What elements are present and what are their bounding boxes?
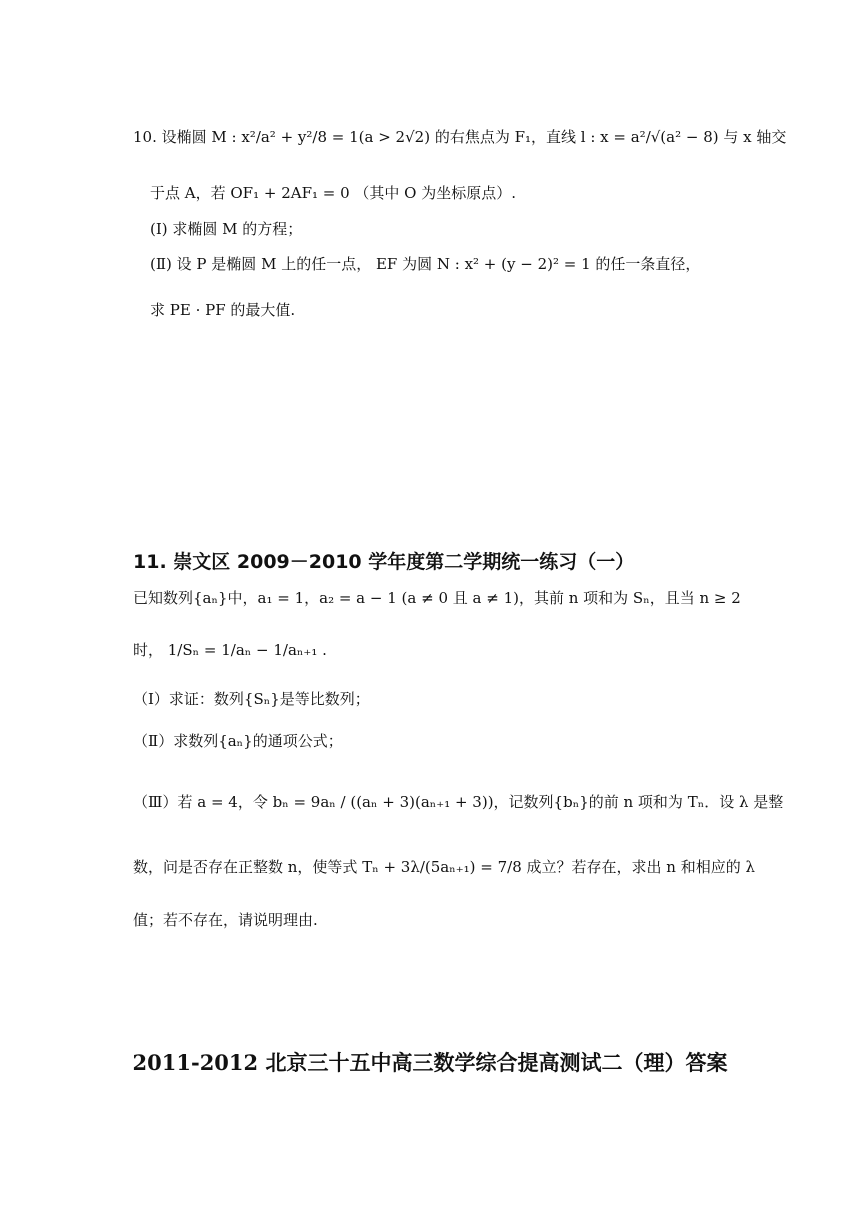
problem10-line2: 于点 A，若 OF₁ + 2AF₁ = 0 （其中 O 为坐标原点）. [150, 184, 517, 202]
problem11-part3b: 数，问是否存在正整数 n，使等式 Tₙ + 3λ/(5aₙ₊₁) = 7/8 成立？若存在，求出 n 和相应的 λ [133, 858, 755, 876]
problem11-part2: （Ⅱ）求数列{aₙ}的通项公式； [133, 732, 343, 750]
problem11-line2: 时， 1/Sₙ = 1/aₙ − 1/aₙ₊₁ . [133, 641, 327, 659]
problem11-heading: 11. 崇文区 2009－2010 学年度第二学期统一练习（一） [133, 551, 635, 573]
problem11-part3c: 值；若不存在，请说明理由. [133, 911, 318, 929]
problem11-part3: （Ⅲ）若 a = 4，令 bₙ = 9aₙ / ((aₙ + 3)(aₙ₊₁ + 3))，记数列{bₙ}的前 n 项和为 Tₙ．设 λ 是整 [133, 793, 784, 811]
problem10-part2: (Ⅱ) 设 P 是椭圆 M 上的任一点， EF 为圆 N : x² + (y − 2)² = 1 的任一条直径， [150, 255, 701, 273]
problem10-line1: 10. 设椭圆 M : x²/a² + y²/8 = 1(a > 2√2) 的右焦点为 F₁，直线 l : x = a²/√(a² − 8) 与 x 轴交 [133, 128, 787, 146]
problem10-part1: (Ⅰ) 求椭圆 M 的方程； [150, 220, 303, 238]
problem11-line1: 已知数列{aₙ}中，a₁ = 1，a₂ = a − 1 (a ≠ 0 且 a ≠ 1)，其前 n 项和为 Sₙ，且当 n ≥ 2 [133, 589, 741, 607]
problem10-part2b: 求 PE · PF 的最大值. [150, 301, 296, 319]
answer-title: 2011-2012 北京三十五中高三数学综合提高测试二（理）答案 [132, 1050, 728, 1075]
problem11-part1: （Ⅰ）求证：数列{Sₙ}是等比数列； [133, 690, 370, 708]
